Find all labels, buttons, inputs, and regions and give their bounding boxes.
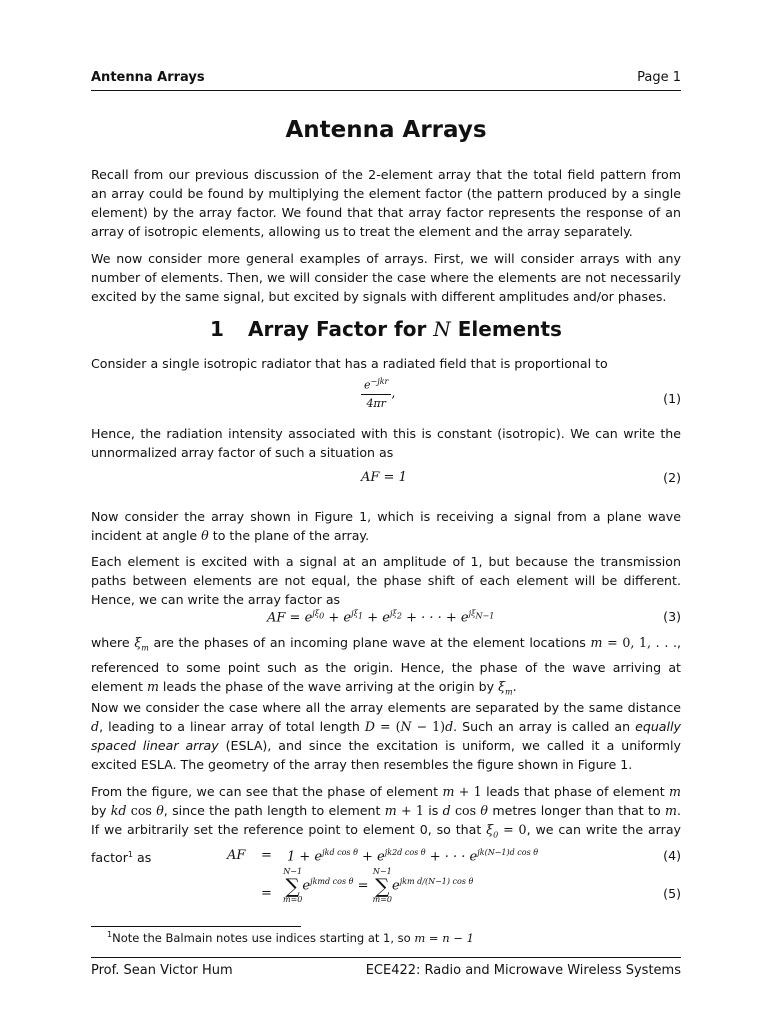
paragraph-7-text-d: leads the phase of the wave arriving at the origin by: [158, 678, 499, 694]
paragraph-9-text-c: by: [91, 803, 111, 818]
paragraph-9-text-i: as: [133, 849, 152, 865]
paragraph-8-text-d: (ESLA), and since the excitation is uniform, we called it a uniformly excited ESLA. The geometry of the array then resembles the figure shown in Figure 1.: [91, 738, 682, 772]
page-footer: [91, 957, 681, 979]
paragraph-9-text-f: metres longer than that to: [488, 803, 666, 818]
equation-2-body: AF = 1: [361, 470, 407, 485]
footnote-text: Note the Balmain notes use indices starting at 1, so: [112, 930, 415, 945]
paragraph-7: where $\xi_m$ are the phases of an incoming plane wave at the element locations m = 0, 1, . . ., referenced to some point such as the origin. Hence, the phase of the wave arriving at element m leads the phase of the wave arriving at the origin by $\xi_m$.: [91, 635, 681, 697]
equation-2-number: (2): [663, 470, 681, 485]
paragraph-9-text-b: leads that phase of element: [481, 784, 670, 799]
footnote: [107, 930, 474, 945]
paragraph-3: Consider a single isotropic radiator that has a radiated field that is proportional to: [91, 356, 608, 371]
paragraph-5: [91, 507, 681, 545]
paragraph-4: Hence, the radiation intensity associated with this is constant (isotropic). We can write the unnormalized array factor of such a situation as: [91, 426, 681, 460]
paragraph-8-text-b: , leading to a linear array of total length: [99, 719, 365, 734]
document-page: [91, 0, 681, 1024]
document-title: Antenna Arrays: [285, 117, 487, 143]
footnote-mark: 1: [107, 930, 113, 939]
paragraph-9-text-a: From the figure, we can see that the phase of element: [91, 784, 443, 799]
section-title-prefix: Array Factor for: [247, 317, 434, 341]
footnote-ref: 1: [127, 849, 133, 859]
footnote-divider: [91, 926, 301, 927]
paragraph-8-italic: equally spaced linear array: [91, 719, 681, 753]
equation-5-number: (5): [663, 886, 681, 901]
paragraph-9-text-h: , we can write the array factor: [91, 822, 681, 865]
paragraph-9-text-g: . If we arbitrarily set the reference point to element 0, so that: [91, 803, 681, 837]
equation-3-number: (3): [663, 609, 681, 624]
page-number: Page 1: [637, 70, 681, 85]
paragraph-8-text-a: Now we consider the case where all the array elements are separated by the same distance: [91, 700, 681, 715]
intro-paragraph-1: Recall from our previous discussion of the 2-element array that the total field pattern from an array could be found by multiplying the element factor (the pattern produced by a single element) by the array factor. We found that that array factor represents the response of an array of isotropic elements, allowing us to treat the element and the array separately.: [91, 167, 681, 239]
equation-3: AF = $e^{j\xi_0} + e^{j\xi_1} + e^{j\xi_2}$ + · · · + $e^{j\xi_{N-1}}$ (3): [267, 609, 681, 626]
page-header: [91, 70, 681, 91]
footnote-math: m = n − 1: [414, 930, 474, 945]
paragraph-6: Each element is excited with a signal at an amplitude of 1, but because the transmission paths between elements are not equal, the phase shift of each element will be different. Hence, we can write the array factor as: [91, 554, 681, 607]
section-number: 1: [210, 317, 224, 341]
footer-author: Prof. Sean Victor Hum: [91, 963, 233, 978]
equation-2: [91, 470, 681, 490]
paragraph-9-text-d: , since the path length to element: [163, 803, 385, 818]
paragraph-5-text-a: Now consider the array shown in Figure 1, which is receiving a signal from a plane wave incident at angle: [91, 509, 681, 543]
equation-4-number: (4): [663, 848, 681, 863]
paragraph-7-text-a: where: [91, 635, 135, 650]
paragraph-5-text-b: to the plane of the array.: [208, 528, 370, 543]
paragraph-8-text-c: . Such an array is called an: [453, 719, 636, 734]
paragraph-7-text-b: are the phases of an incoming plane wave at the element locations: [148, 635, 591, 650]
paragraph-9-text-e: is: [423, 803, 443, 818]
section-title-suffix: Elements: [450, 317, 562, 341]
intro-paragraph-2: We now consider more general examples of arrays. First, we will consider arrays with any number of elements. Then, we will consider the case where the elements are not necessarily excited by the same signal, but excited by signals with different amplitudes and/or phases.: [91, 251, 681, 304]
header-title: Antenna Arrays: [91, 70, 205, 85]
equation-4: AF = $1 + e^{jkd cos \theta} + e^{jk2d cos \theta}$ + · · · $e^{jk(N-1)d cos \theta}$ (4): [227, 848, 681, 865]
paragraph-9: From the figure, we can see that the phase of element m + 1 leads that phase of element m by kd cos θ, since the path length to element m + 1 is d cos θ metres longer than that to m. If we arbitrarily set the reference point to element 0, so that $\xi_0 = 0$, we can write the array factor$^1$ as: [91, 784, 681, 865]
equation-1-number: (1): [663, 391, 681, 406]
paragraph-8: Now we consider the case where all the array elements are separated by the same distance d, leading to a linear array of total length D = (N − 1)d. Such an array is called an equally spaced linear array (ESLA), and since the excitation is uniform, we called it a uniformly excited ESLA. The geometry of the array then resembles the figure shown in Figure 1.: [91, 700, 682, 772]
paragraph-7-text-c: , referenced to some point such as the origin. Hence, the phase of the wave arriving at element: [91, 635, 681, 694]
paragraph-5-theta: θ: [201, 528, 209, 543]
footer-course: ECE422: Radio and Microwave Wireless Systems: [365, 963, 681, 978]
equation-1: $\frac{e^{-jkr}}{4\pi r}$ , (1): [91, 377, 681, 421]
section-heading: [91, 317, 681, 341]
section-title-var: N: [433, 317, 451, 341]
equation-5: = N−1 ∑ m=0 $e^{jkmd cos \theta}$ = N−1 ∑ m=0 $e^{jkm d/(N-1) cos \theta}$ (5): [261, 867, 681, 904]
